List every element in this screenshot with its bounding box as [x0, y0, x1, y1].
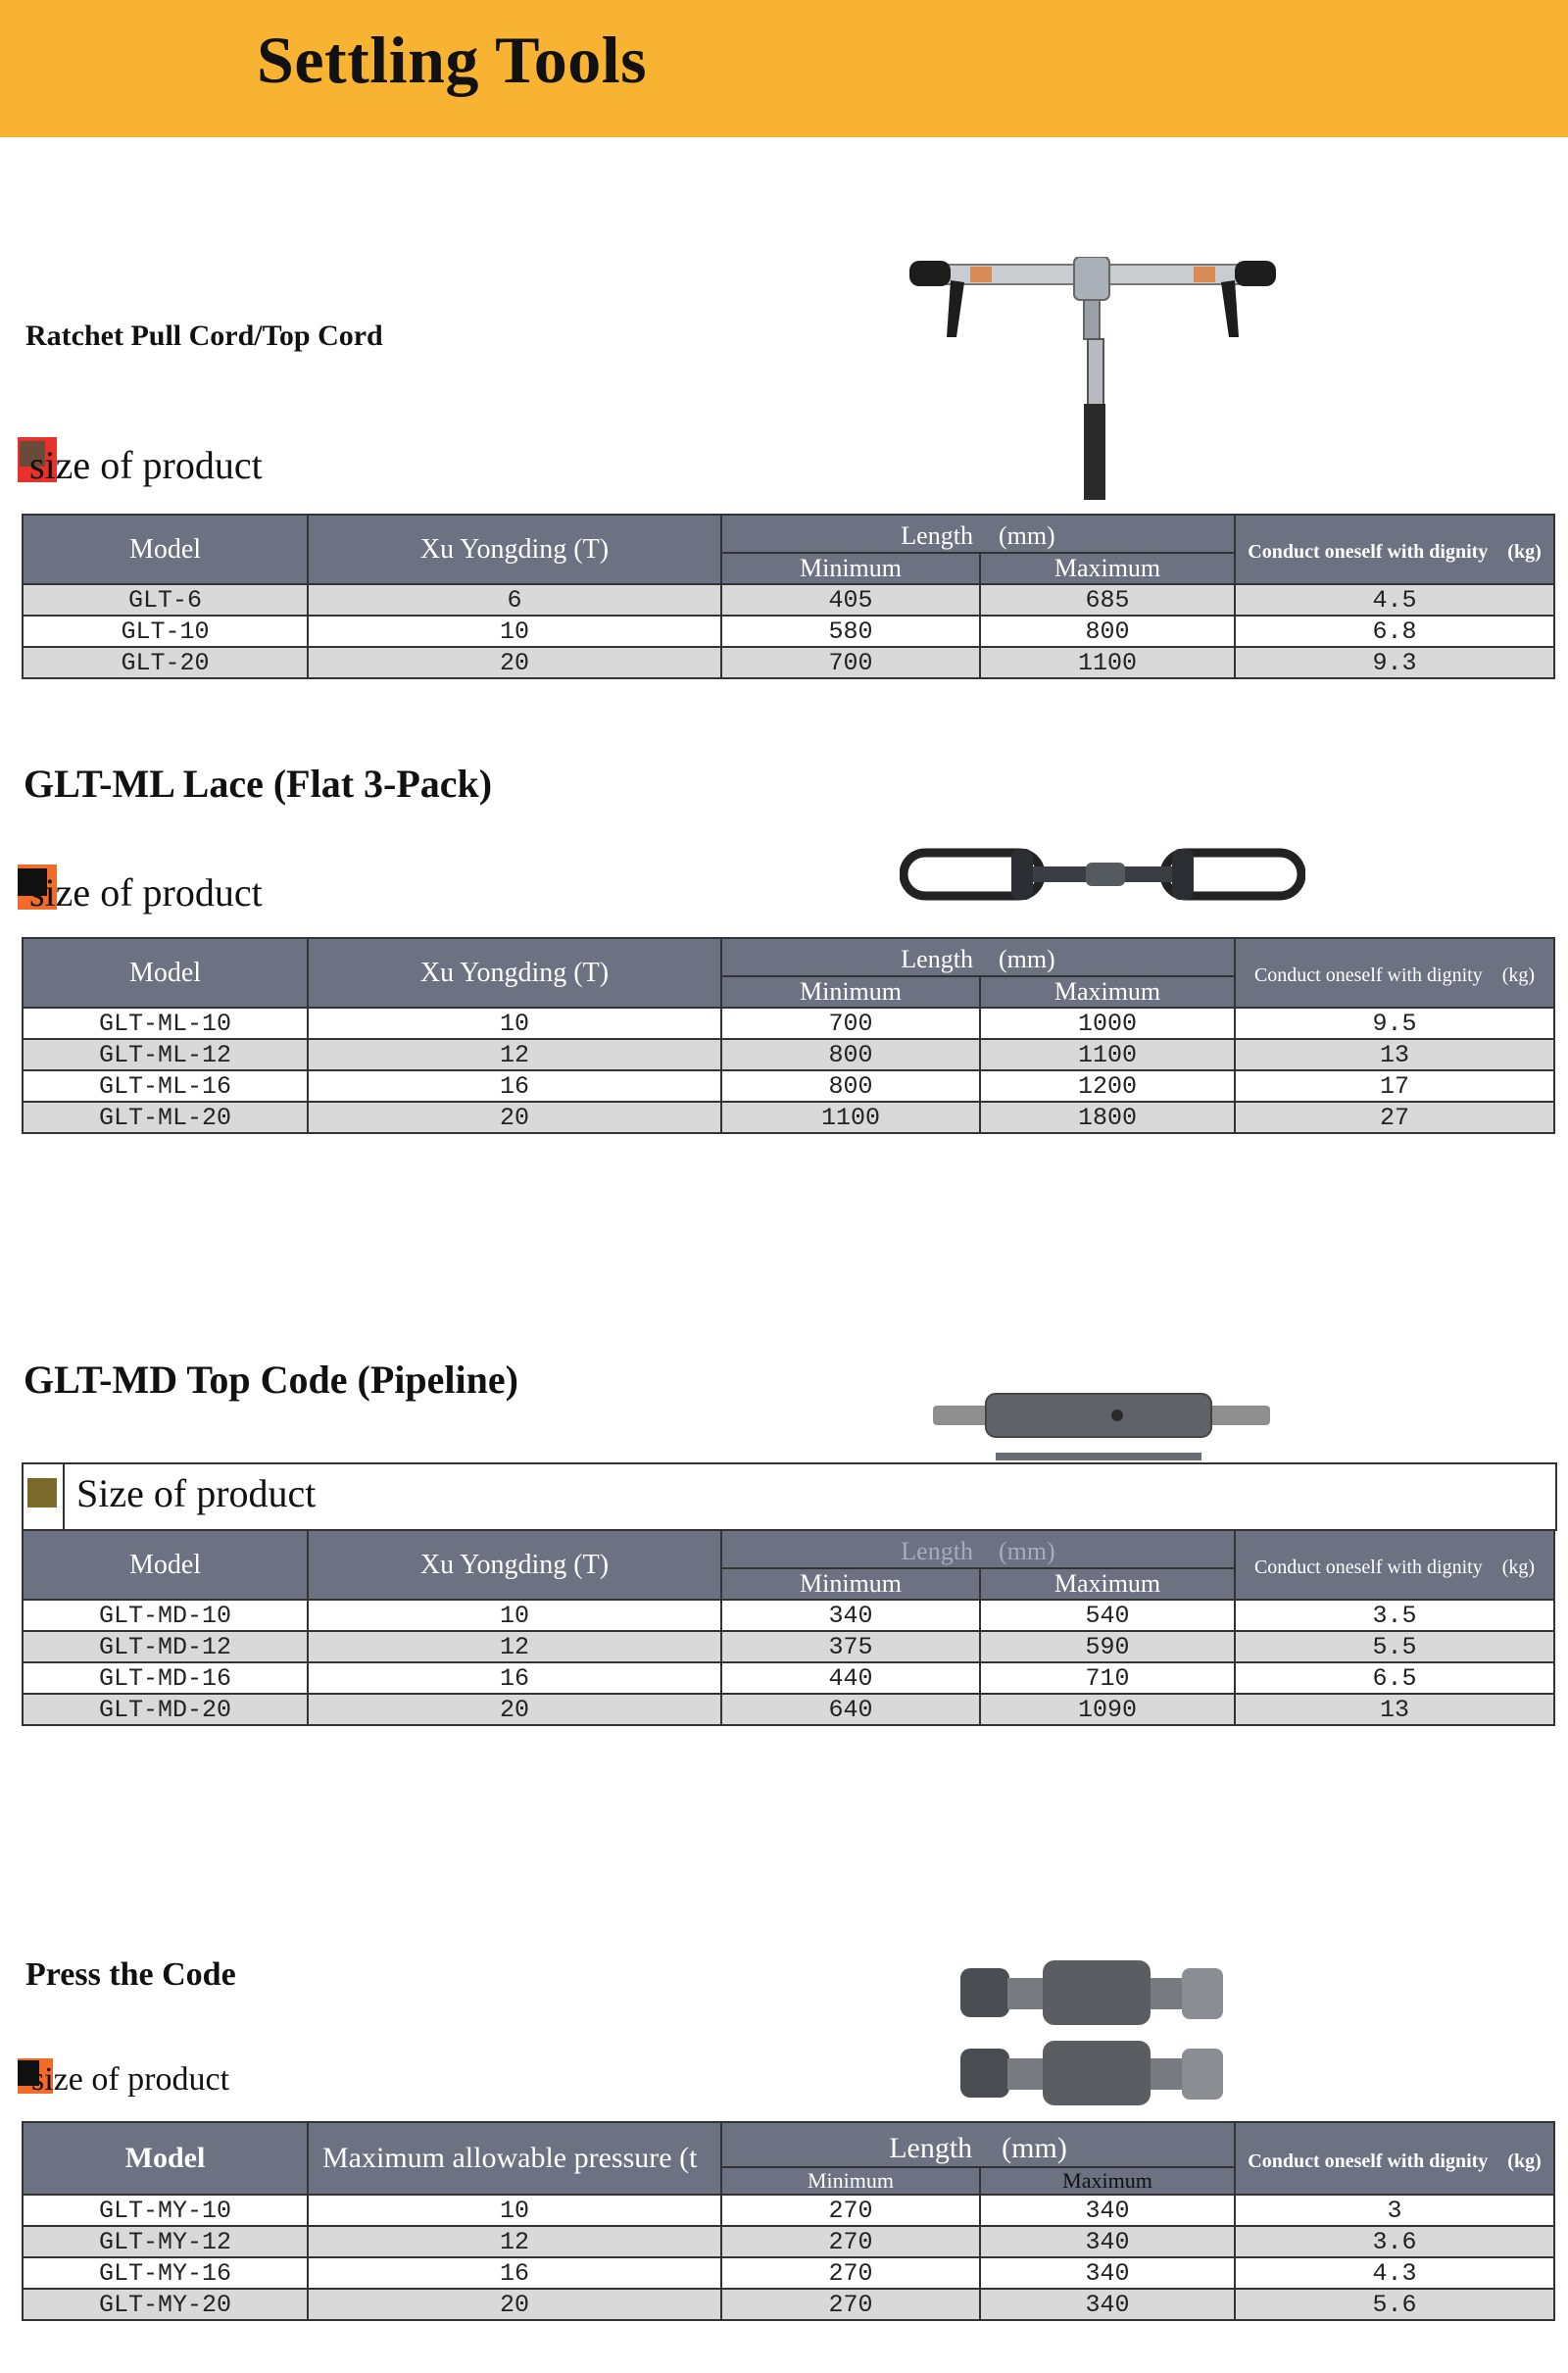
size-of-product-label: size of product: [18, 865, 263, 915]
size-of-product-box: [22, 1462, 1557, 1531]
header-min: Minimum: [721, 2167, 980, 2195]
header-load: Xu Yongding (T): [308, 1530, 721, 1600]
header-weight: Conduct oneself with dignity (kg): [1235, 1530, 1554, 1600]
header-model: Model: [23, 938, 308, 1008]
header-model: Model: [23, 515, 308, 584]
header-load: Maximum allowable pressure (t: [308, 2122, 721, 2195]
size-of-product-label: size of product: [18, 2058, 229, 2099]
header-model: Model: [23, 2122, 308, 2195]
header-max: Maximum: [980, 976, 1235, 1008]
section-marker-icon: [27, 1478, 57, 1508]
table-row: GLT-MD-10 10 340 540 3.5: [23, 1600, 1554, 1631]
ml-lace-photo: [900, 845, 1305, 908]
header-banner: [0, 0, 1568, 137]
table-row: GLT-20 20 700 1100 9.3: [23, 647, 1554, 678]
section-title-ml: GLT-ML Lace (Flat 3-Pack): [24, 762, 493, 806]
table-row: GLT-ML-20 20 1100 1800 27: [23, 1102, 1554, 1133]
spec-table-ml: [22, 937, 1555, 1134]
ratchet-tool-photo: [902, 257, 1294, 512]
header-load: Xu Yongding (T): [308, 938, 721, 1008]
header-max: Maximum: [980, 1568, 1235, 1600]
size-of-product-label: Size of product: [76, 1471, 317, 1515]
header-weight: Conduct oneself with dignity (kg): [1235, 2122, 1554, 2195]
spec-table-md: [22, 1529, 1555, 1726]
table-row: GLT-ML-10 10 700 1000 9.5: [23, 1008, 1554, 1039]
table-row: GLT-MY-12 12 270 340 3.6: [23, 2226, 1554, 2257]
page-title: Settling Tools: [257, 23, 648, 97]
header-length: Length (mm): [721, 2122, 1235, 2167]
md-top-code-photo: [931, 1384, 1274, 1462]
table-row: GLT-10 10 580 800 6.8: [23, 616, 1554, 647]
table-row: GLT-MD-12 12 375 590 5.5: [23, 1631, 1554, 1662]
table-row: GLT-MY-16 16 270 340 4.3: [23, 2257, 1554, 2289]
header-weight: Conduct oneself with dignity (kg): [1235, 938, 1554, 1008]
header-load: Xu Yongding (T): [308, 515, 721, 584]
spec-table-ratchet: [22, 514, 1555, 679]
table-row: GLT-MY-10 10 270 340 3: [23, 2195, 1554, 2226]
header-max: Maximum: [980, 2167, 1235, 2195]
header-max: Maximum: [980, 553, 1235, 584]
table-row: GLT-MY-20 20 270 340 5.6: [23, 2289, 1554, 2320]
table-row: GLT-MD-16 16 440 710 6.5: [23, 1662, 1554, 1694]
section-title-ratchet: Ratchet Pull Cord/Top Cord: [25, 320, 383, 352]
header-min: Minimum: [721, 1568, 980, 1600]
spec-table-press: [22, 2121, 1555, 2321]
table-row: GLT-6 6 405 685 4.5: [23, 584, 1554, 616]
section-title-press: Press the Code: [25, 1956, 236, 1993]
header-weight: Conduct oneself with dignity (kg): [1235, 515, 1554, 584]
press-code-photo: [958, 1956, 1252, 2113]
table-row: GLT-ML-12 12 800 1100 13: [23, 1039, 1554, 1070]
table-row: GLT-ML-16 16 800 1200 17: [23, 1070, 1554, 1102]
header-length: Length (mm): [721, 1530, 1235, 1568]
header-model: Model: [23, 1530, 308, 1600]
header-min: Minimum: [721, 976, 980, 1008]
section-title-md: GLT-MD Top Code (Pipeline): [24, 1358, 518, 1402]
header-length: Length (mm): [721, 515, 1235, 553]
size-of-product-label: size of product: [18, 437, 263, 488]
header-length: Length (mm): [721, 938, 1235, 976]
table-row: GLT-MD-20 20 640 1090 13: [23, 1694, 1554, 1725]
header-min: Minimum: [721, 553, 980, 584]
